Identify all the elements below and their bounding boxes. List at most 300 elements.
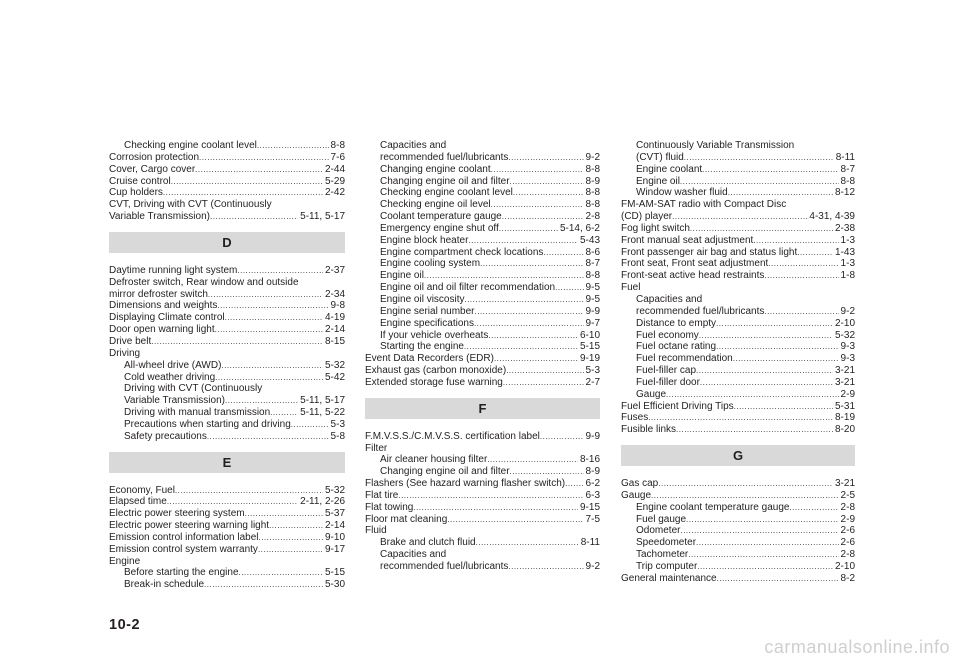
index-subentry (621, 514, 855, 526)
entry-text: Daytime running light system (109, 264, 238, 276)
dot-leader (468, 235, 578, 247)
index-subentry (109, 395, 345, 407)
index-subentry (365, 223, 600, 235)
index-subentry (621, 502, 855, 514)
entry-page-reference: 8-8 (585, 187, 600, 199)
entry-text: Checking engine coolant level (124, 140, 257, 151)
entry-text: Filter (365, 442, 388, 454)
entry-page-reference: 1-8 (840, 270, 855, 282)
entry-text: Fuel economy (636, 329, 699, 341)
index-entry (109, 187, 345, 199)
entry-page-reference: 2-10 (834, 317, 855, 329)
dot-leader (269, 520, 323, 532)
index-column-2 (365, 140, 600, 573)
entry-page-reference: 5-29 (324, 175, 345, 187)
index-entry (621, 412, 855, 424)
index-entry (109, 164, 345, 176)
entry-text: Changing engine coolant (380, 163, 491, 175)
index-entry (109, 496, 345, 508)
index-subentry (621, 164, 855, 176)
dot-leader (680, 525, 838, 537)
index-entry (109, 556, 345, 568)
entry-text: Engine compartment check locations (380, 246, 544, 258)
dot-leader (728, 187, 833, 199)
dot-leader (207, 431, 329, 443)
dot-leader (565, 478, 583, 490)
dot-leader (491, 199, 584, 211)
entry-text: Fuel Efficient Driving Tips (621, 400, 734, 412)
index-subentry (621, 306, 855, 318)
index-subentry (365, 247, 600, 259)
index-subentry (621, 389, 855, 401)
entry-text: Emission control system warranty (109, 543, 258, 555)
entry-text: Fluid (365, 525, 387, 537)
entry-page-reference: 2-7 (585, 376, 600, 388)
index-subentry (621, 187, 855, 199)
entry-text: Cup holders (109, 187, 163, 199)
index-subentry (109, 372, 345, 384)
index-subentry (365, 294, 600, 306)
section-letter-header: E (109, 452, 345, 473)
index-subentry (621, 353, 855, 365)
entry-text: Engine oil and oil filter recommendation (380, 282, 556, 294)
entry-text: Defroster switch, Rear window and outside (109, 276, 299, 288)
entry-text: Checking engine oil level (380, 199, 491, 211)
dot-leader (199, 152, 329, 164)
dot-leader (204, 579, 323, 591)
index-subentry (621, 341, 855, 353)
entry-text: recommended fuel/lubricants (380, 561, 509, 572)
entry-text: recommended fuel/lubricants (636, 305, 765, 317)
index-entry (109, 289, 345, 301)
dot-leader (764, 270, 838, 282)
index-entry (621, 573, 855, 585)
index-subentry (365, 549, 600, 561)
entry-text: Flat tire (365, 489, 399, 501)
dot-leader (225, 395, 298, 407)
index-entry (109, 485, 345, 497)
dot-leader (697, 561, 833, 573)
dot-leader (167, 496, 298, 508)
index-entry (109, 532, 345, 544)
entry-page-reference: 5-11, 5-22 (300, 407, 345, 419)
entry-page-reference: 5-15 (324, 567, 345, 579)
dot-leader (686, 514, 839, 526)
dot-leader (424, 270, 584, 282)
entry-text: Gauge (636, 388, 667, 400)
dot-leader (676, 424, 833, 436)
entry-text: (CD) player (621, 211, 673, 223)
dot-leader (258, 544, 323, 556)
index-entry (365, 443, 600, 455)
dot-leader (768, 258, 838, 270)
entry-text: Tachometer (636, 549, 689, 561)
index-entry (109, 211, 345, 223)
dot-leader (734, 401, 833, 413)
dot-leader (508, 561, 583, 573)
dot-leader (716, 318, 833, 330)
entry-text: Precautions when starting and driving (124, 418, 291, 430)
index-subentry (109, 431, 345, 443)
index-column-3 (621, 140, 855, 585)
entry-page-reference: 6-3 (585, 489, 600, 501)
entry-page-reference: 3-21 (834, 376, 855, 388)
entry-page-reference: 2-8 (840, 501, 855, 513)
entry-page-reference: 5-11, 5-17 (300, 395, 345, 407)
index-entry (365, 377, 600, 389)
dot-leader (510, 176, 584, 188)
index-entry (365, 514, 600, 526)
index-subentry (621, 537, 855, 549)
dot-leader (151, 336, 323, 348)
entry-text: Cruise control (109, 175, 171, 187)
entry-page-reference: 8-20 (834, 424, 855, 436)
entry-page-reference: 1-3 (840, 258, 855, 270)
entry-page-reference: 8-8 (585, 163, 600, 175)
entry-text: Fuses (621, 412, 649, 424)
entry-text: Continuously Variable Transmission (636, 140, 795, 151)
index-entry (621, 490, 855, 502)
index-entry (109, 199, 345, 211)
dot-leader (733, 353, 839, 365)
entry-page-reference: 9-2 (585, 561, 600, 572)
entry-text: Changing engine oil and filter (380, 175, 510, 187)
entry-page-reference: 9-8 (330, 300, 345, 312)
entry-page-reference: 5-15 (579, 341, 600, 353)
entry-text: General maintenance (621, 572, 717, 584)
index-entry (365, 365, 600, 377)
index-entry (621, 235, 855, 247)
entry-page-reference: 5-8 (330, 430, 345, 442)
index-entry (365, 490, 600, 502)
dot-leader (696, 537, 839, 549)
entry-text: Coolant temperature gauge (380, 211, 502, 223)
dot-leader (171, 176, 323, 188)
index-entry (109, 312, 345, 324)
dot-leader (797, 247, 833, 259)
index-subentry (365, 176, 600, 188)
index-entry (621, 424, 855, 436)
entry-page-reference: 2-9 (840, 388, 855, 400)
entry-page-reference: 3-21 (834, 365, 855, 377)
page-number: 10-2 (109, 617, 141, 633)
entry-text: Speedometer (636, 537, 697, 549)
entry-text: Engine coolant temperature gauge (636, 501, 790, 513)
entry-text: Odometer (636, 525, 681, 537)
dot-leader (464, 294, 583, 306)
entry-page-reference: 2-8 (840, 549, 855, 561)
dot-leader (672, 211, 807, 223)
entry-page-reference: 8-8 (585, 270, 600, 282)
dot-leader (764, 306, 838, 318)
index-entry (109, 277, 345, 289)
entry-text: Front manual seat adjustment (621, 234, 754, 246)
dot-leader (699, 330, 833, 342)
entry-page-reference: 8-11 (580, 537, 600, 549)
index-entry (621, 211, 855, 223)
dot-leader (208, 289, 323, 301)
entry-page-reference: 8-11 (835, 151, 855, 163)
entry-text: Fuel octane rating (636, 341, 717, 353)
entry-text: F.M.V.S.S./C.M.V.S.S. certification label (365, 430, 540, 442)
entry-page-reference: 5-31 (834, 400, 855, 412)
entry-page-reference: 5-37 (324, 508, 345, 520)
dot-leader (447, 514, 583, 526)
watermark: carmanualsonline.info (764, 637, 950, 657)
entry-text: Engine oil viscosity (380, 293, 465, 305)
index-entry (621, 199, 855, 211)
dot-leader (195, 164, 323, 176)
index-subentry (365, 561, 600, 573)
index-entry (621, 247, 855, 259)
entry-text: Cover, Cargo cover (109, 163, 196, 175)
entry-text: Engine (109, 555, 141, 567)
index-subentry (109, 407, 345, 419)
index-subentry (621, 152, 855, 164)
entry-page-reference: 5-32 (324, 484, 345, 496)
dot-leader (510, 466, 584, 478)
dot-leader (210, 211, 298, 223)
entry-text: Front-seat active head restraints (621, 270, 765, 282)
dot-leader (499, 223, 558, 235)
section-letter-header: F (365, 398, 600, 419)
index-subentry (621, 549, 855, 561)
index-entry (365, 431, 600, 443)
entry-page-reference: 2-14 (324, 324, 345, 336)
dot-leader (506, 365, 583, 377)
index-subentry (621, 140, 855, 152)
dot-leader (651, 490, 839, 502)
entry-page-reference: 2-11, 2-26 (300, 496, 345, 508)
index-subentry (365, 258, 600, 270)
index-subentry (621, 377, 855, 389)
dot-leader (789, 502, 838, 514)
entry-page-reference: 8-7 (840, 163, 855, 175)
index-subentry (621, 330, 855, 342)
entry-text: Air cleaner housing filter (380, 454, 488, 466)
index-entry (109, 324, 345, 336)
entry-page-reference: 2-6 (840, 537, 855, 549)
entry-page-reference: 4-31, 4-39 (809, 211, 855, 223)
entry-text: Window washer fluid (636, 187, 728, 199)
index-subentry (365, 537, 600, 549)
entry-text: Capacities and (380, 549, 447, 561)
dot-leader (270, 407, 298, 419)
index-entry (109, 336, 345, 348)
index-subentry (365, 199, 600, 211)
index-entry (109, 520, 345, 532)
entry-page-reference: 2-9 (840, 513, 855, 525)
index-subentry (109, 567, 345, 579)
dot-leader (491, 164, 584, 176)
entry-page-reference: 8-8 (585, 199, 600, 211)
entry-page-reference: 8-6 (585, 246, 600, 258)
index-column-1 (109, 140, 345, 591)
index-subentry (365, 270, 600, 282)
entry-page-reference: 2-44 (324, 163, 345, 175)
entry-text: Variable Transmission) (124, 395, 225, 407)
entry-text: Extended storage fuse warning (365, 376, 503, 388)
dot-leader (215, 372, 323, 384)
dot-leader (666, 389, 839, 401)
entry-page-reference: 8-19 (834, 412, 855, 424)
index-entry (109, 152, 345, 164)
entry-page-reference: 8-12 (834, 187, 855, 199)
index-subentry (109, 419, 345, 431)
dot-leader (702, 164, 838, 176)
index-subentry (109, 383, 345, 395)
index-subentry (621, 561, 855, 573)
index-subentry (365, 341, 600, 353)
dot-leader (502, 211, 584, 223)
dot-leader (239, 567, 323, 579)
dot-leader (475, 306, 584, 318)
entry-text: Before starting the engine (124, 567, 239, 579)
entry-page-reference: 3-21 (834, 478, 855, 490)
entry-page-reference: 9-15 (579, 501, 600, 513)
entry-text: Electric power steering warning light (109, 520, 270, 532)
index-subentry (621, 294, 855, 306)
index-subentry (109, 140, 345, 152)
entry-text: Engine specifications (380, 317, 474, 329)
entry-page-reference: 8-9 (585, 466, 600, 478)
dot-leader (225, 312, 323, 324)
entry-text: Electric power steering system (109, 508, 245, 520)
dot-leader (480, 258, 583, 270)
index-subentry (365, 282, 600, 294)
entry-page-reference: 9-3 (840, 353, 855, 365)
dot-leader (555, 282, 583, 294)
entry-text: Engine oil (636, 175, 680, 187)
dot-leader (696, 365, 833, 377)
entry-text: recommended fuel/lubricants (380, 151, 509, 163)
entry-text: Exhaust gas (carbon monoxide) (365, 365, 507, 377)
entry-page-reference: 5-11, 5-17 (300, 211, 345, 223)
index-subentry (365, 318, 600, 330)
entry-text: Fuel recommendation (636, 353, 733, 365)
entry-text: Engine oil (380, 270, 424, 282)
entry-page-reference: 7-6 (330, 151, 345, 163)
dot-leader (753, 235, 838, 247)
entry-text: Break-in schedule (124, 579, 205, 591)
entry-text: Driving with manual transmission (124, 407, 271, 419)
entry-text: Fuel (621, 282, 641, 294)
dot-leader (717, 573, 839, 585)
entry-text: Engine serial number (380, 305, 475, 317)
entry-text: If your vehicle overheats (380, 329, 489, 341)
entry-text: Brake and clutch fluid (380, 537, 476, 549)
dot-leader (237, 265, 323, 277)
dot-leader (503, 377, 584, 389)
entry-text: Drive belt (109, 335, 152, 347)
entry-text: Front seat, Front seat adjustment (621, 258, 769, 270)
entry-page-reference: 5-42 (324, 371, 345, 383)
entry-page-reference: 2-14 (324, 520, 345, 532)
dot-leader (700, 377, 833, 389)
entry-text: CVT, Driving with CVT (Continuously (109, 199, 272, 211)
entry-text: Emission control information label (109, 531, 259, 543)
entry-text: Checking engine coolant level (380, 187, 513, 199)
entry-page-reference: 8-2 (840, 572, 855, 584)
entry-text: All-wheel drive (AWD) (124, 359, 222, 371)
entry-text: (CVT) fluid (636, 151, 684, 163)
entry-page-reference: 2-10 (834, 561, 855, 572)
dot-leader (690, 223, 833, 235)
entry-page-reference: 7-5 (585, 513, 600, 525)
index-subentry (109, 360, 345, 372)
entry-page-reference: 5-43 (579, 234, 600, 246)
entry-page-reference: 8-16 (579, 454, 600, 466)
entry-text: Front passenger air bag and status light (621, 246, 798, 258)
entry-text: Flat towing (365, 501, 414, 513)
entry-text: Fuel gauge (636, 513, 687, 525)
dot-leader (163, 187, 323, 199)
entry-page-reference: 5-30 (324, 579, 345, 591)
entry-page-reference: 9-2 (840, 305, 855, 317)
entry-page-reference: 9-3 (840, 341, 855, 353)
index-subentry (621, 365, 855, 377)
entry-text: Displaying Climate control (109, 312, 225, 324)
section-letter-header: G (621, 445, 855, 466)
entry-page-reference: 1-43 (834, 246, 855, 258)
entry-page-reference: 5-32 (324, 359, 345, 371)
index-subentry (365, 140, 600, 152)
entry-text: Engine cooling system (380, 258, 481, 270)
dot-leader (684, 152, 834, 164)
entry-text: Driving (109, 347, 141, 359)
index-subentry (365, 454, 600, 466)
dot-leader (259, 532, 323, 544)
entry-text: Starting the engine (380, 341, 464, 353)
entry-text: Trip computer (636, 561, 698, 572)
index-entry (621, 270, 855, 282)
index-entry (365, 478, 600, 490)
dot-leader (291, 419, 329, 431)
entry-text: Capacities and (636, 293, 703, 305)
entry-page-reference: 2-38 (834, 222, 855, 234)
entry-page-reference: 2-6 (840, 525, 855, 537)
entry-page-reference: 2-37 (324, 264, 345, 276)
entry-page-reference: 5-14, 6-2 (559, 222, 600, 234)
dot-leader (680, 176, 839, 188)
entry-text: Fuel-filler door (636, 376, 700, 388)
entry-text: Event Data Recorders (EDR) (365, 353, 494, 365)
entry-page-reference: 2-5 (840, 489, 855, 501)
dot-leader (716, 341, 838, 353)
entry-text: Fuel-filler cap (636, 365, 697, 377)
index-subentry (365, 306, 600, 318)
index-subentry (621, 318, 855, 330)
entry-text: mirror defroster switch (109, 288, 208, 300)
entry-text: Engine coolant (636, 163, 703, 175)
entry-page-reference: 8-7 (585, 258, 600, 270)
entry-page-reference: 2-42 (324, 187, 345, 199)
index-subentry (365, 466, 600, 478)
entry-text: Changing engine oil and filter (380, 466, 510, 478)
entry-text: Corrosion protection (109, 151, 200, 163)
dot-leader (217, 300, 328, 312)
entry-text: Gauge (621, 489, 652, 501)
entry-page-reference: 9-17 (324, 543, 345, 555)
index-entry (621, 478, 855, 490)
index-entry (621, 282, 855, 294)
index-subentry (365, 152, 600, 164)
dot-leader (543, 247, 583, 259)
entry-page-reference: 9-2 (585, 151, 600, 163)
index-entry (109, 508, 345, 520)
entry-page-reference: 4-19 (324, 312, 345, 324)
index-subentry (365, 164, 600, 176)
